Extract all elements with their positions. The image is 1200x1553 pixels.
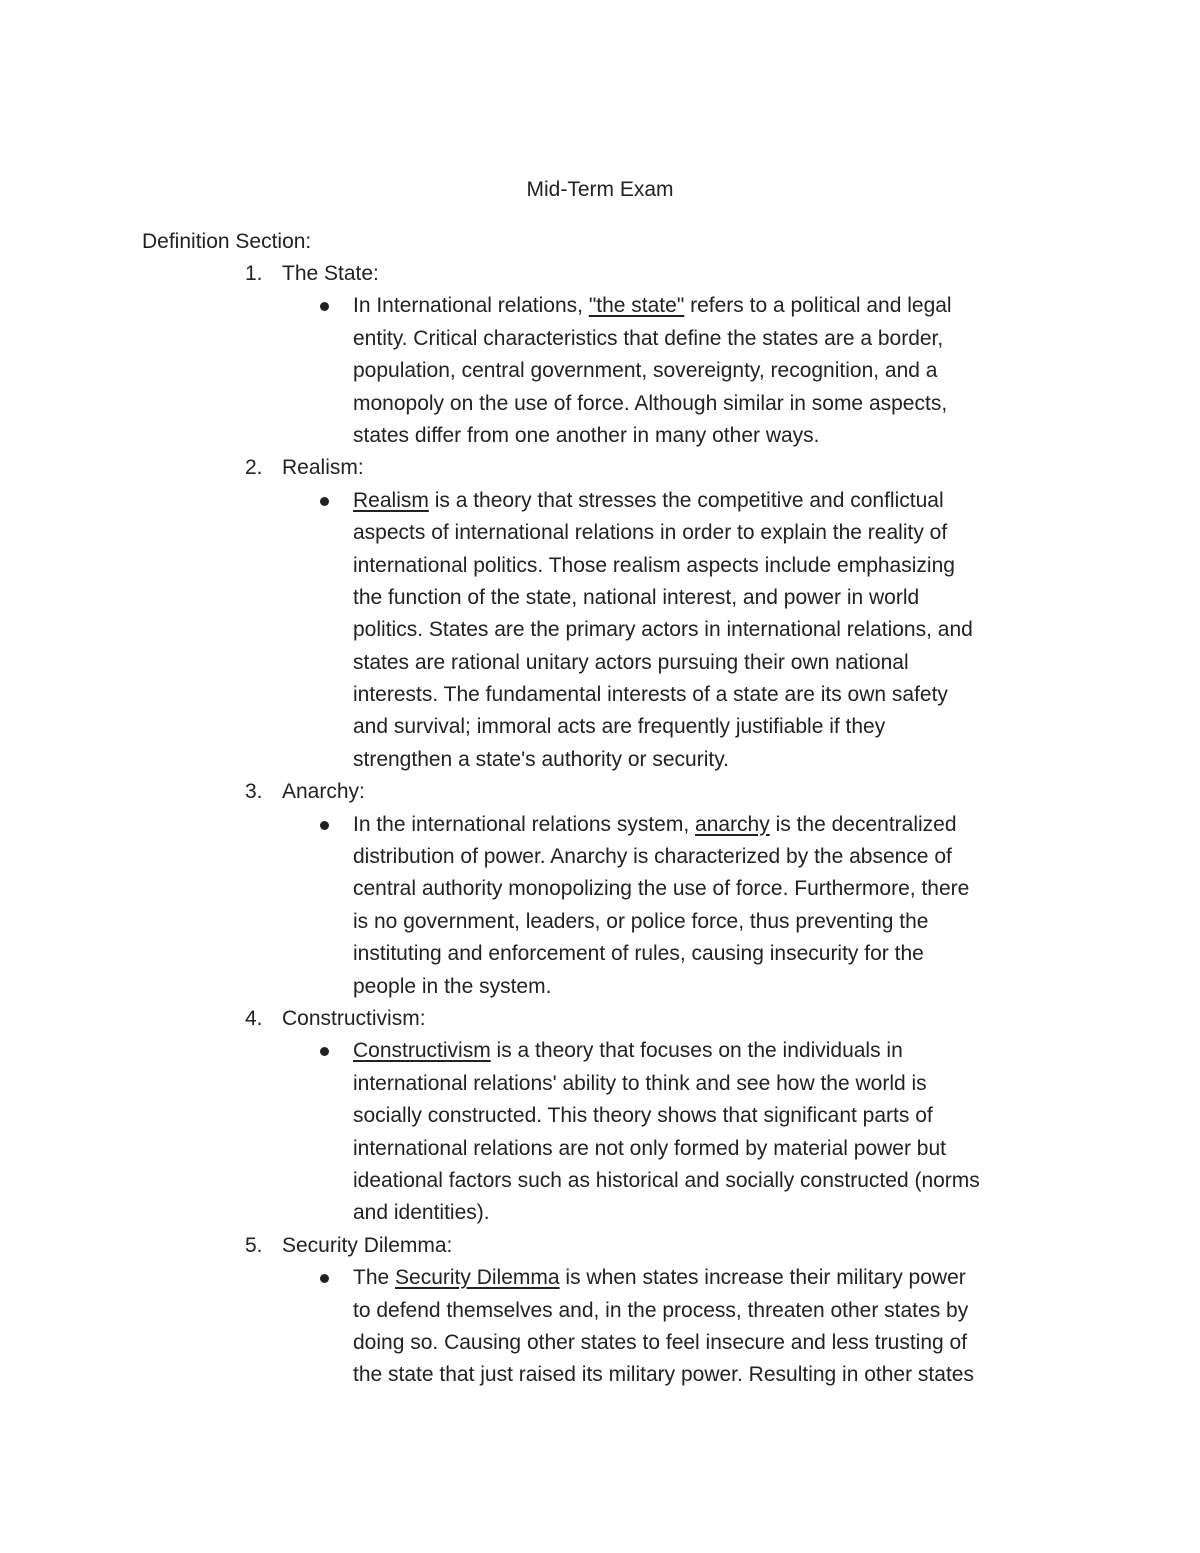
definition-text-run: instituting and enforcement of rules, causing insecurity for the [353,942,924,966]
definition-line [353,517,1063,549]
bullet-item [0,1035,1200,1229]
definition-line [353,355,1063,387]
bullet-icon [320,497,329,506]
section-heading: Definition Section: [142,230,312,253]
definition-line [353,938,1063,970]
definition-text-run: the function of the state, national interest, and power in world [353,585,920,609]
definition-line [353,550,1063,582]
bullet-item [0,1262,1200,1392]
definition-text-run: international relations are not only formed by material power but [353,1136,946,1160]
definition-line [353,1035,1063,1067]
definition-line [353,323,1063,355]
definition-text-run: is no government, leaders, or police force, thus preventing the [353,909,929,933]
definition-text-run: monopoly on the use of force. Although similar in some aspects, [353,391,948,415]
definition-text-run: aspects of international relations in order to explain the reality of [353,521,948,545]
underlined-term: Realism [353,488,429,512]
definition-text-run: population, central government, sovereignty, recognition, and a [353,359,938,383]
definition-text-run: interests. The fundamental interests of a state are its own safety [353,683,948,707]
definition-text-run: is when states increase their military power [559,1266,966,1290]
definition-text-run: refers to a political and legal [684,294,952,318]
definition-text [353,809,1063,1003]
definition-text-run: politics. States are the primary actors in international relations, and [353,618,973,642]
definition-line [353,873,1063,905]
definition-line [353,744,1063,776]
definition-text [353,1262,1063,1392]
list-item-number: 3. [245,780,263,804]
definition-text-run: distribution of power. Anarchy is characterized by the absence of [353,845,952,869]
definition-text-run: ideational factors such as historical and socially constructed (norms [353,1168,980,1192]
definition-line [353,647,1063,679]
definition-text-run: In the international relations system, [353,812,696,836]
underlined-term: "the state" [588,294,685,318]
definition-line [353,1165,1063,1197]
definition-line [353,1197,1063,1229]
definition-line [353,711,1063,743]
definition-text-run: to defend themselves and, in the process, threaten other states by [353,1298,969,1322]
list-item-heading [0,258,1200,290]
bullet-icon [320,1274,329,1283]
underlined-term: Security Dilemma [395,1266,560,1290]
bullet-item [0,809,1200,1003]
definition-line [353,1295,1063,1327]
definition-line [353,1327,1063,1359]
list-item-number: 2. [245,456,263,480]
list-item-term: Security Dilemma: [282,1233,453,1257]
list-item-heading [0,1003,1200,1035]
definition-text-run: The [353,1266,396,1290]
definition-text-run: people in the system. [353,974,552,998]
definition-text-run: states are rational unitary actors pursuing their own national [353,650,909,674]
definition-text-run: entity. Critical characteristics that define the states are a border, [353,326,944,350]
underlined-term: anarchy [695,812,770,836]
definition-text-run: In International relations, [353,294,589,318]
definition-line [353,1262,1063,1294]
bullet-icon [320,821,329,830]
definition-text-run: international politics. Those realism aspects include emphasizing [353,553,955,577]
underlined-term: Constructivism [353,1039,491,1063]
list-item-number: 4. [245,1006,263,1030]
list-item-heading [0,776,1200,808]
bullet-item [0,485,1200,777]
list-item-heading [0,1230,1200,1262]
definition-line [353,841,1063,873]
definition-line [353,582,1063,614]
definition-line [353,906,1063,938]
definition-text-run: is the decentralized [769,812,957,836]
definition-line [353,1133,1063,1165]
page-title: Mid-Term Exam [526,178,674,201]
definition-list [0,258,1200,1392]
definition-text [353,1035,1063,1229]
definition-line [353,1068,1063,1100]
definition-line [353,679,1063,711]
definition-line [353,485,1063,517]
bullet-item [0,290,1200,452]
definition-text-run: doing so. Causing other states to feel insecure and less trusting of [353,1330,968,1354]
definition-text-run: central authority monopolizing the use of force. Furthermore, there [353,877,970,901]
list-item-heading [0,452,1200,484]
definition-line [353,809,1063,841]
list-item-term: Anarchy: [282,780,365,804]
bullet-icon [320,1047,329,1056]
definition-text-run: is a theory that focuses on the individuals in [490,1039,903,1063]
list-item-term: Realism: [282,456,364,480]
definition-line [353,388,1063,420]
definition-text [353,290,1063,452]
definition-text-run: strengthen a state's authority or security. [353,747,729,771]
definition-text-run: and identities). [353,1201,490,1225]
definition-text-run: states differ from one another in many other ways. [353,423,820,447]
list-item-number: 5. [245,1233,263,1257]
definition-line [353,420,1063,452]
definition-text-run: and survival; immoral acts are frequently justifiable if they [353,715,886,739]
definition-text [353,485,1063,777]
definition-text-run: is a theory that stresses the competitive and conflictual [428,488,944,512]
list-item-number: 1. [245,262,263,285]
definition-line [353,971,1063,1003]
list-item-term: The State: [282,262,379,285]
bullet-icon [320,302,329,311]
definition-line [353,1359,1063,1391]
definition-line [353,290,1063,322]
definition-text-run: the state that just raised its military power. Resulting in other states [353,1363,974,1387]
definition-text-run: international relations' ability to think and see how the world is [353,1071,927,1095]
definition-line [353,1100,1063,1132]
list-item-term: Constructivism: [282,1006,426,1030]
definition-text-run: socially constructed. This theory shows that significant parts of [353,1104,933,1128]
definition-line [353,614,1063,646]
